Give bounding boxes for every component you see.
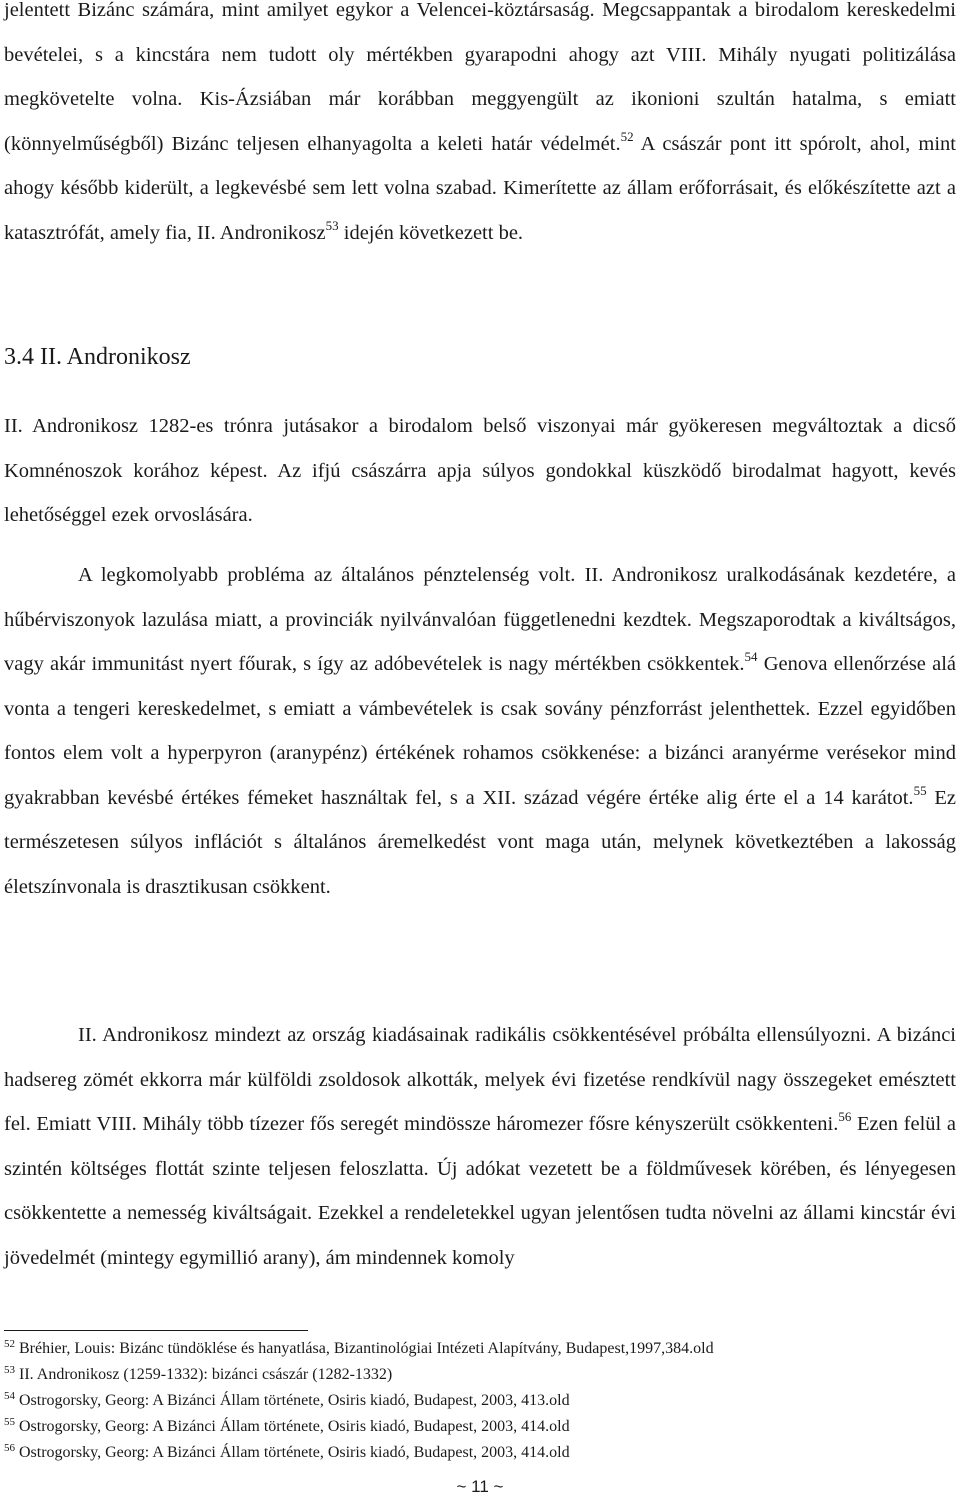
paragraph-4-text-b: Ezen felül a szintén költséges flottát szinte teljesen feloszlatta. Új adókat vezetett be a földművesek körében, és lényegesen csökkentette a nemesség kiváltságait. Ezekkel a rendeletekkel ugyan jelentősen tudta növelni az állami kincstár évi jövedelmét (mintegy egymillió arany), ám mindennek komoly	[4, 1113, 956, 1269]
footnote-number: 54	[4, 1390, 15, 1402]
footnote-number: 53	[4, 1364, 15, 1376]
footnote-text: Ostrogorsky, Georg: A Bizánci Állam története, Osiris kiadó, Budapest, 2003, 414.old	[15, 1418, 570, 1435]
footnote-text: Bréhier, Louis: Bizánc tündöklése és hanyatlása, Bizantinológiai Intézeti Alapítvány, Budapest,1997,384.old	[15, 1340, 714, 1357]
footnote-separator	[4, 1330, 308, 1331]
paragraph-3-text-c: Ez természetesen súlyos inflációt s általános áremelkedést vont maga után, melynek következtében a lakosság életszínvonala is drasztikusan csökkent.	[4, 786, 956, 898]
footnotes	[4, 1336, 956, 1466]
footnote-55	[4, 1414, 956, 1440]
footnote-ref-53[interactable]: 53	[325, 217, 339, 233]
footnote-54	[4, 1388, 956, 1414]
footnote-ref-54[interactable]: 54	[744, 649, 758, 664]
paragraph-1-text-c: idején következett be.	[338, 221, 524, 244]
paragraph-3-text-b: Genova ellenőrzése alá vonta a tengeri kereskedelmet, s emiatt a vámbevételek is csak sovány pénzforrást jelenthettek. Ezzel egyidőben fontos elem volt a hyperpyron (aranypénz) értékének rohamos csökkenése: a bizánci aranyérme verésekor mind gyakrabban kevésbé értékes fémeket használtak fel, s a XII. század végére értéke alig érte el a 14 karátot.	[4, 653, 956, 809]
footnote-text: II. Andronikosz (1259-1332): bizánci császár (1282-1332)	[15, 1366, 393, 1383]
footnote-53	[4, 1362, 956, 1388]
paragraph-1-text-a: jelentett Bizánc számára, mint amilyet egykor a Velencei-köztársaság. Megcsappantak a birodalom kereskedelmi bevételei, s a kincstára nem tudott oly mértékben gyarapodni ahogy azt VIII. Mihály nyugati politizálása megkövetelte volna. Kis-Ázsiában már korábban meggyengült az ikonioni szultán hatalma, s emiatt (könnyelműségből) Bizánc teljesen elhanyagolta a keleti határ védelmét.	[4, 0, 956, 155]
paragraph-3-text-a: A legkomolyabb probléma az általános pénztelenség volt. II. Andronikosz uralkodásának kezdetére, a hűbérviszonyok lazulása miatt, a provinciák nyilvánvalóan függetlenedni kezdtek. Megszaporodtak a kiváltságos, vagy akár immunitást nyert főurak, s így az adóbevételek is nagy mértékben csökkentek.	[4, 564, 956, 675]
footnote-text: Ostrogorsky, Georg: A Bizánci Állam története, Osiris kiadó, Budapest, 2003, 414.old	[15, 1444, 570, 1461]
section-heading: 3.4 II. Andronikosz	[4, 344, 191, 370]
page-number: ~ 11 ~	[456, 1477, 504, 1496]
footnote-56	[4, 1440, 956, 1466]
footnote-text: Ostrogorsky, Georg: A Bizánci Állam története, Osiris kiadó, Budapest, 2003, 413.old	[15, 1392, 570, 1409]
footnote-52	[4, 1336, 956, 1362]
footnote-ref-52[interactable]: 52	[620, 128, 634, 144]
paragraph-3	[4, 553, 956, 909]
footnote-number: 56	[4, 1442, 15, 1454]
footnote-ref-55[interactable]: 55	[913, 782, 927, 798]
paragraph-2: II. Andronikosz 1282-es trónra jutásakor a birodalom belső viszonyai már gyökeresen megváltoztak a dicső Komnénoszok korához képest. Az ifjú császárra apja súlyos gondokkal küszködő birodalmat hagyott, kevés lehetőséggel ezek orvoslására.	[4, 415, 956, 526]
paragraph-1-text-b: A császár pont itt spórolt, ahol, mint ahogy később kiderült, a legkevésbé sem lett volna szabad. Kimerítette az állam erőforrásait, és előkészítette azt a katasztrófát, amely fia, II. Andronikosz	[4, 132, 956, 244]
paragraph-1	[4, 0, 956, 255]
footnote-ref-56[interactable]: 56	[838, 1109, 852, 1124]
paragraph-4	[4, 1013, 956, 1280]
footnote-number: 52	[4, 1338, 15, 1350]
paragraph-4-text-a: II. Andronikosz mindezt az ország kiadásainak radikális csökkentésével próbálta ellensúlyozni. A bizánci hadsereg zömét ekkorra már külföldi zsoldosok alkották, melyek évi fizetése rendkívül nagy összegeket emésztett fel. Emiatt VIII. Mihály több tízezer fős seregét mindössze háromezer fősre kényszerült csökkenteni.	[4, 1024, 956, 1135]
footnote-number: 55	[4, 1416, 15, 1428]
